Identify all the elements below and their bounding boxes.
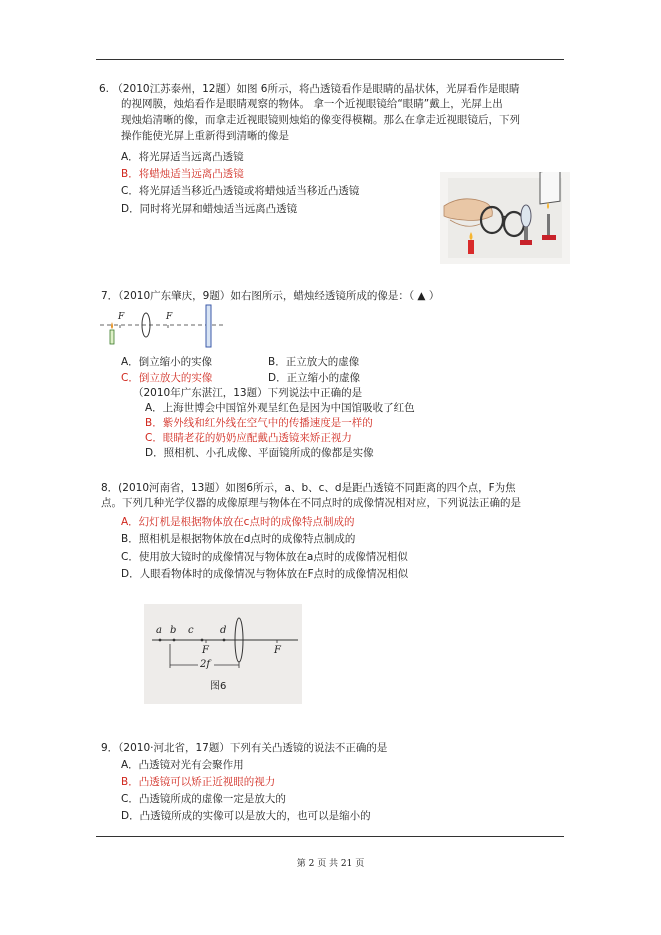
- q8-fig-label-f-left: F: [202, 645, 209, 656]
- q8-fig-label-c: c: [188, 625, 194, 636]
- q8-option-d: D．人眼看物体时的成像情况与物体放在F点时的成像情况相似: [121, 568, 409, 580]
- qz-option-c: C．眼睛老花的奶奶应配戴凸透镜来矫正视力: [145, 432, 352, 444]
- q8-fig-label-d: d: [220, 625, 227, 636]
- q6-option-b: B．将蜡烛适当远离凸透镜: [121, 168, 244, 180]
- qz-option-b: B．紫外线和红外线在空气中的传播速度是一样的: [145, 417, 373, 429]
- q8-option-a: A．幻灯机是根据物体放在c点时的成像特点制成的: [121, 516, 355, 528]
- q9-option-a: A．凸透镜对光有会聚作用: [121, 759, 244, 771]
- q6-eye-model-illustration: [440, 172, 570, 264]
- q7-stem: 7．（2010广东肇庆，9题）如右图所示，蜡烛经透镜所成的像是：（ ▲ ）: [101, 290, 440, 302]
- q6-stem-line-2: 的视网膜，烛焰看作是眼睛观察的物体。 拿一个近视眼镜给“眼睛”戴上，光屏上出: [121, 98, 503, 110]
- q6-option-a: A．将光屏适当远离凸透镜: [121, 151, 244, 163]
- q8-stem-line-2: 点。下列几种光学仪器的成像原理与物体在不同点时的成像情况相对应，下列说法正确的是: [101, 497, 521, 509]
- q6-stem-line-3: 现烛焰清晰的像，而拿走近视眼镜则烛焰的像变得模糊。那么在拿走近视眼镜后，下列: [121, 114, 520, 126]
- q8-option-b: B．照相机是根据物体放在d点时的成像特点制成的: [121, 533, 356, 545]
- q8-stem-line-1: 8．(2010河南省，13题）如图6所示，a、b、c、d是距凸透镜不同距离的四个点，F为焦: [101, 482, 516, 494]
- header-rule: [96, 59, 564, 60]
- q9-option-d: D．凸透镜所成的实像可以是放大的，也可以是缩小的: [121, 810, 371, 822]
- q6-option-d: D．同时将光屏和蜡烛适当远离凸透镜: [121, 203, 298, 215]
- q7-lens-diagram: [100, 302, 225, 352]
- qz-option-a: A．上海世博会中国馆外观呈红色是因为中国馆吸收了红色: [145, 402, 415, 414]
- q7-option-d: D．正立缩小的虚像: [268, 372, 361, 384]
- q6-stem-line-1: 6. （2010江苏泰州，12题）如图 6所示，将凸透镜看作是眼睛的晶状体，光屏看作是眼睛: [99, 83, 520, 95]
- q7-focus-label-left: F: [118, 312, 125, 322]
- q7-option-c: C．倒立放大的实像: [121, 372, 213, 384]
- q8-figure-6: [144, 604, 302, 704]
- q6-option-c: C．将光屏适当移近凸透镜或将蜡烛适当移近凸透镜: [121, 185, 360, 197]
- footer-rule: [96, 836, 564, 837]
- q7-option-a: A．倒立缩小的实像: [121, 356, 213, 368]
- q6-stem-line-4: 操作能使光屏上重新得到清晰的像是: [121, 130, 289, 142]
- q8-fig-label-b: b: [170, 625, 177, 636]
- q8-fig-label-2f: 2f: [200, 659, 211, 670]
- qz-stem: （2010年广东湛江，13题）下列说法中正确的是: [133, 387, 363, 399]
- q9-option-c: C．凸透镜所成的虚像一定是放大的: [121, 793, 286, 805]
- q8-fig-label-f-right: F: [274, 645, 281, 656]
- q9-option-b: B．凸透镜可以矫正近视眼的视力: [121, 776, 276, 788]
- q7-option-b: B．正立放大的虚像: [268, 356, 360, 368]
- qz-option-d: D．照相机、小孔成像、平面镜所成的像都是实像: [145, 447, 374, 459]
- q9-stem: 9．（2010·河北省，17题）下列有关凸透镜的说法不正确的是: [101, 742, 388, 754]
- q8-option-c: C．使用放大镜时的成像情况与物体放在a点时的成像情况相似: [121, 551, 408, 563]
- page-number-footer: 第 2 页 共 21 页: [296, 859, 365, 869]
- q7-focus-label-right: F: [166, 312, 173, 322]
- q8-fig-caption: 图6: [210, 681, 227, 692]
- q8-fig-label-a: a: [156, 625, 162, 636]
